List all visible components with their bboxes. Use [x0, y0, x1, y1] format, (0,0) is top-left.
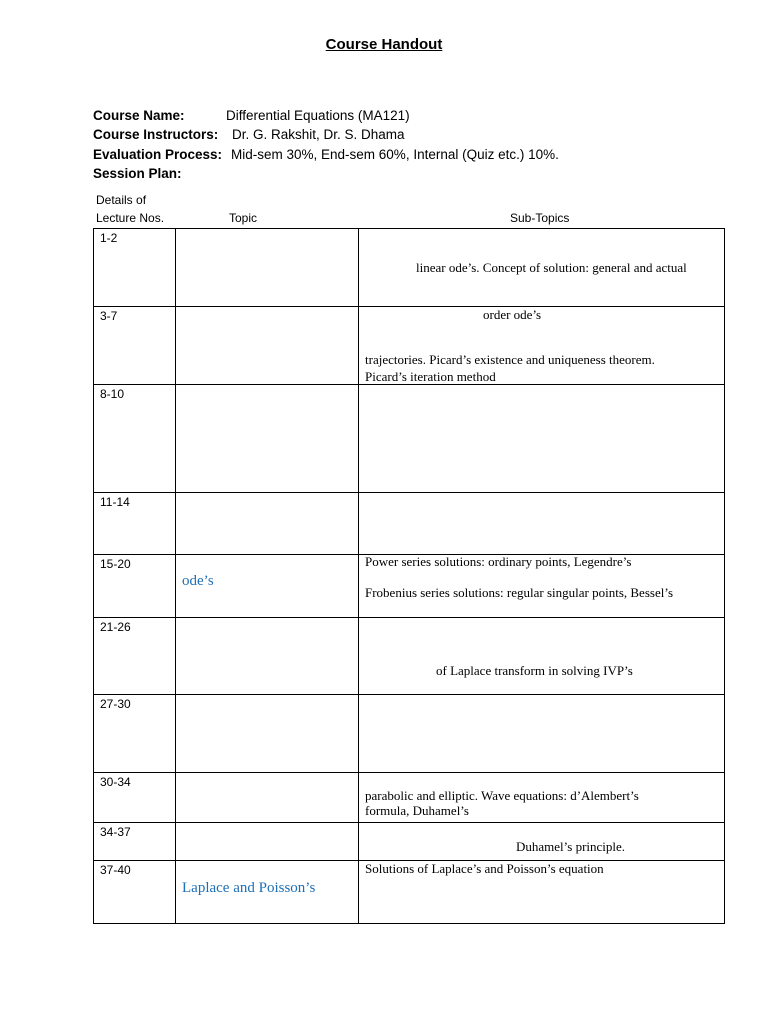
subtopic-text: Picard’s iteration method: [365, 369, 496, 384]
course-name-label: Course Name:: [93, 108, 185, 123]
subtopic-text: formula, Duhamel’s: [365, 803, 469, 818]
lecture-nos: 37-40: [100, 863, 131, 877]
table-row: [94, 307, 725, 385]
evaluation-label: Evaluation Process:: [93, 147, 223, 162]
table-row: [94, 555, 725, 618]
subtopic-text: parabolic and elliptic. Wave equations: d’Alembert’s: [365, 788, 639, 803]
lecture-nos: 30-34: [100, 775, 131, 789]
evaluation-row: [93, 145, 559, 164]
instructors-label: Course Instructors:: [93, 127, 219, 142]
header-topic: Topic: [229, 211, 258, 225]
header-subtopics: Sub-Topics: [510, 211, 570, 225]
subtopic-text: linear ode’s. Concept of solution: general and actual: [416, 260, 687, 275]
subtopic-text: Power series solutions: ordinary points, Legendre’s: [365, 554, 632, 569]
instructors-value: Dr. G. Rakshit, Dr. S. Dhama: [232, 127, 405, 142]
session-plan-row: [93, 164, 182, 183]
header-lecture-line1: Details of: [96, 193, 147, 207]
lecture-nos: 27-30: [100, 697, 131, 711]
topic-text: ode’s: [182, 573, 214, 589]
lecture-nos: 3-7: [100, 309, 118, 323]
lecture-nos: 15-20: [100, 557, 131, 571]
session-plan-label: Session Plan:: [93, 166, 182, 181]
subtopic-text: Solutions of Laplace’s and Poisson’s equation: [365, 861, 604, 876]
subtopic-text: trajectories. Picard’s existence and uniqueness theorem.: [365, 352, 655, 367]
subtopic-text: Duhamel’s principle.: [516, 839, 626, 854]
instructors-row: [93, 125, 405, 144]
table-row: [94, 493, 725, 555]
subtopic-text: of Laplace transform in solving IVP’s: [436, 663, 633, 678]
course-name-value: Differential Equations (MA121): [226, 108, 410, 123]
table-row: [94, 385, 725, 493]
lecture-nos: 1-2: [100, 231, 118, 245]
lecture-nos: 11-14: [100, 495, 130, 509]
evaluation-value: Mid-sem 30%, End-sem 60%, Internal (Quiz etc.) 10%.: [231, 147, 559, 162]
lecture-nos: 34-37: [100, 825, 131, 839]
table-row: [94, 695, 725, 773]
page-title: Course Handout: [325, 36, 443, 53]
subtopic-text: order ode’s: [483, 307, 542, 322]
table-row: [94, 618, 725, 695]
header-lecture-line2: Lecture Nos.: [96, 211, 165, 225]
table-row: [94, 229, 725, 307]
session-plan-table: [93, 228, 725, 924]
lecture-nos: 21-26: [100, 620, 131, 634]
lecture-nos: 8-10: [100, 387, 125, 401]
course-name-row: [93, 106, 410, 125]
subtopic-text: Frobenius series solutions: regular singular points, Bessel’s: [365, 585, 674, 600]
topic-text: Laplace and Poisson’s: [182, 880, 316, 896]
table-row: [94, 823, 725, 861]
table-row: [94, 861, 725, 924]
table-row: [94, 773, 725, 823]
